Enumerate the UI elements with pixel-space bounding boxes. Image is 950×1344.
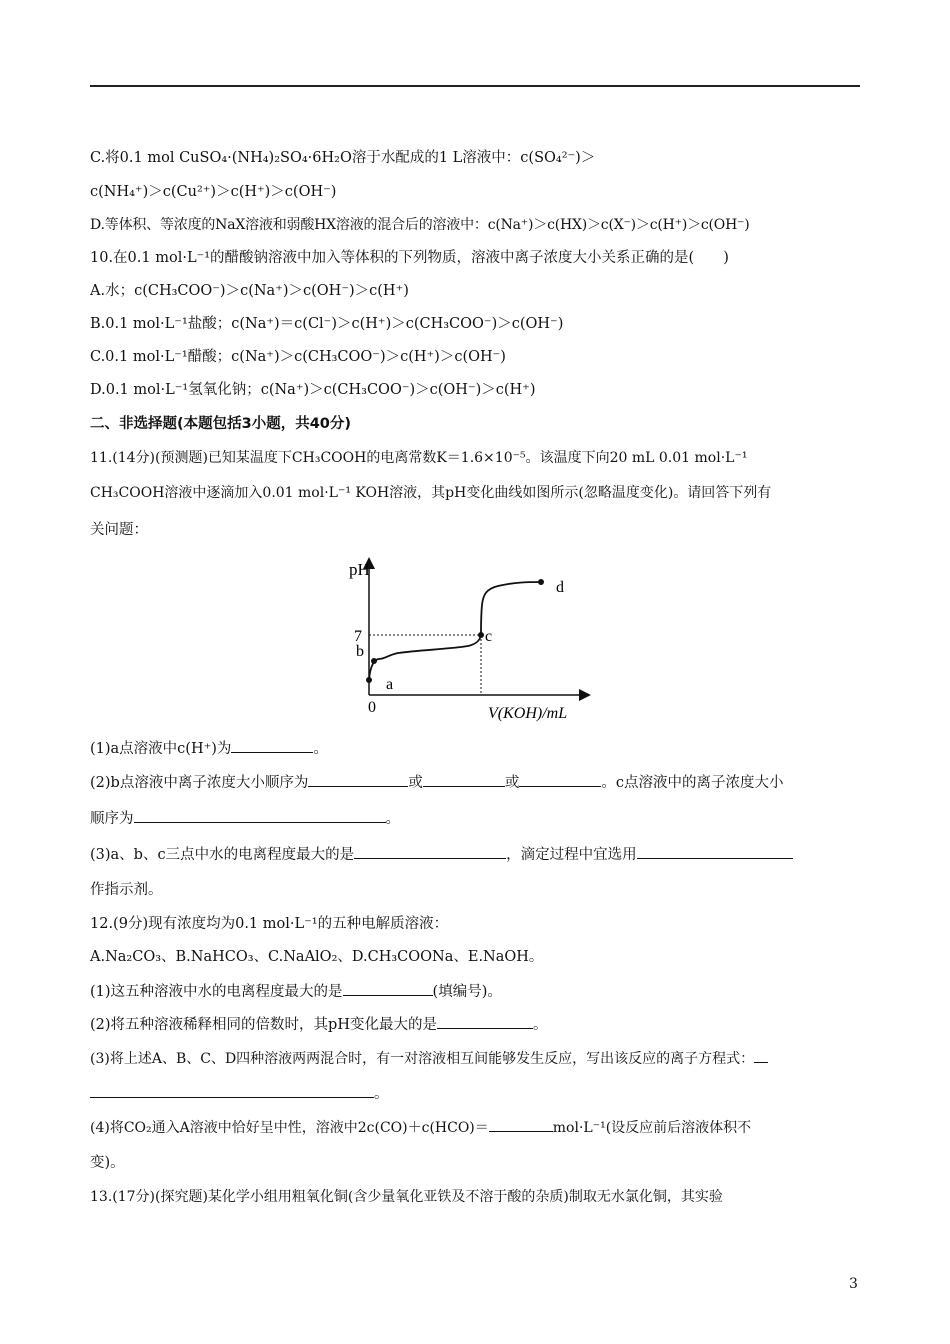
section-heading: 二、非选择题(本题包括3小题，共40分) xyxy=(90,416,352,432)
ph-curve xyxy=(369,582,541,680)
q12-part3-cont: 。 xyxy=(90,1083,870,1104)
question-11-stem-end: 关问题： xyxy=(90,522,148,538)
q11-part2-cont: 顺序为 。 xyxy=(90,808,870,829)
origin-label: 0 xyxy=(368,699,376,716)
question-12-stem: 12.(9分)现有浓度均为0.1 mol·L⁻¹的五种电解质溶液： xyxy=(90,916,449,932)
label-b: b xyxy=(356,643,364,660)
answer-blank[interactable] xyxy=(437,1014,533,1029)
x-axis-label: V(KOH)/mL xyxy=(488,705,568,722)
option-c: C.0.1 mol·L⁻¹醋酸；c(Na⁺)＞c(CH₃COO⁻)＞c(H⁺)＞c(OH⁻) xyxy=(90,349,506,365)
tick-7-label: 7 xyxy=(354,628,362,645)
q12-part3: (3)将上述A、B、C、D四种溶液两两混合时，有一对溶液相互间能够发生反应，写出该反应的离子方程式： xyxy=(90,1048,870,1069)
q12-part4-cont: 变)。 xyxy=(90,1155,125,1171)
option-b: B.0.1 mol·L⁻¹盐酸；c(Na⁺)＝c(Cl⁻)＞c(H⁺)＞c(CH₃COO⁻)＞c(OH⁻) xyxy=(90,316,564,332)
header-rule xyxy=(90,85,860,87)
answer-blank[interactable] xyxy=(637,844,793,859)
q11-part3-cont: 作指示剂。 xyxy=(90,882,163,898)
answer-blank[interactable] xyxy=(308,772,408,787)
answer-blank[interactable] xyxy=(90,1083,374,1098)
text-line: c(NH₄⁺)＞c(Cu²⁺)＞c(H⁺)＞c(OH⁻) xyxy=(90,184,337,200)
option-d: D.0.1 mol·L⁻¹氢氧化钠；c(Na⁺)＞c(CH₃COO⁻)＞c(OH⁻)＞c(H⁺) xyxy=(90,382,536,398)
q12-part2: (2)将五种溶液稀释相同的倍数时，其pH变化最大的是 。 xyxy=(90,1014,870,1035)
question-10-stem: 10.在0.1 mol·L⁻¹的醋酸钠溶液中加入等体积的下列物质，溶液中离子浓度大小关系正确的是( ) xyxy=(90,250,729,266)
answer-blank[interactable] xyxy=(231,738,313,753)
point-d xyxy=(538,579,544,585)
q11-part1: (1)a点溶液中c(H⁺)为 。 xyxy=(90,738,870,759)
answer-blank[interactable] xyxy=(489,1117,553,1132)
page-number: 3 xyxy=(849,1276,858,1292)
q12-part1: (1)这五种溶液中水的电离程度最大的是 (填编号)。 xyxy=(90,981,870,1002)
question-11-stem-cont: CH₃COOH溶液中逐滴加入0.01 mol·L⁻¹ KOH溶液，其pH变化曲线如图所示(忽略温度变化)。请回答下列有 xyxy=(90,485,772,501)
text-line: C.将0.1 mol CuSO₄·(NH₄)₂SO₄·6H₂O溶于水配成的1 L溶液中：c(SO₄²⁻)＞ xyxy=(90,150,596,166)
label-d: d xyxy=(556,579,564,596)
option-a: A.水；c(CH₃COO⁻)＞c(Na⁺)＞c(OH⁻)＞c(H⁺) xyxy=(90,283,409,299)
point-c xyxy=(478,632,484,638)
q11-part3: (3)a、b、c三点中水的电离程度最大的是 ，滴定过程中宜选用 xyxy=(90,844,870,865)
answer-blank[interactable] xyxy=(423,772,505,787)
text-line: D.等体积、等浓度的NaX溶液和弱酸HX溶液的混合后的溶液中：c(Na⁺)＞c(HX)＞c(X⁻)＞c(H⁺)＞c(OH⁻) xyxy=(90,217,750,233)
answer-blank[interactable] xyxy=(754,1048,768,1063)
point-b xyxy=(371,658,377,664)
point-a xyxy=(366,677,372,683)
question-12-options: A.Na₂CO₃、B.NaHCO₃、C.NaAlO₂、D.CH₃COONa、E.NaOH。 xyxy=(90,949,544,965)
question-11-stem: 11.(14分)(预测题)已知某温度下CH₃COOH的电离常数K＝1.6×10⁻⁵。该温度下向20 mL 0.01 mol·L⁻¹ xyxy=(90,450,748,466)
y-axis-label: pH xyxy=(349,560,370,579)
answer-blank[interactable] xyxy=(343,981,433,996)
answer-blank[interactable] xyxy=(134,808,386,823)
answer-blank[interactable] xyxy=(519,772,601,787)
ph-titration-curve xyxy=(340,555,610,725)
question-13-stem: 13.(17分)(探究题)某化学小组用粗氧化铜(含少量氧化亚铁及不溶于酸的杂质)制取无水氯化铜，其实验 xyxy=(90,1189,723,1205)
label-a: a xyxy=(386,676,394,693)
answer-blank[interactable] xyxy=(354,844,506,859)
label-c: c xyxy=(485,628,493,645)
q11-part2: (2)b点溶液中离子浓度大小顺序为 或 或 。c点溶液中的离子浓度大小 xyxy=(90,772,870,793)
q12-part4: (4)将CO₂通入A溶液中恰好呈中性，溶液中2c(CO)＋c(HCO)＝ mol·L⁻¹(设反应前后溶液体积不 xyxy=(90,1117,870,1138)
